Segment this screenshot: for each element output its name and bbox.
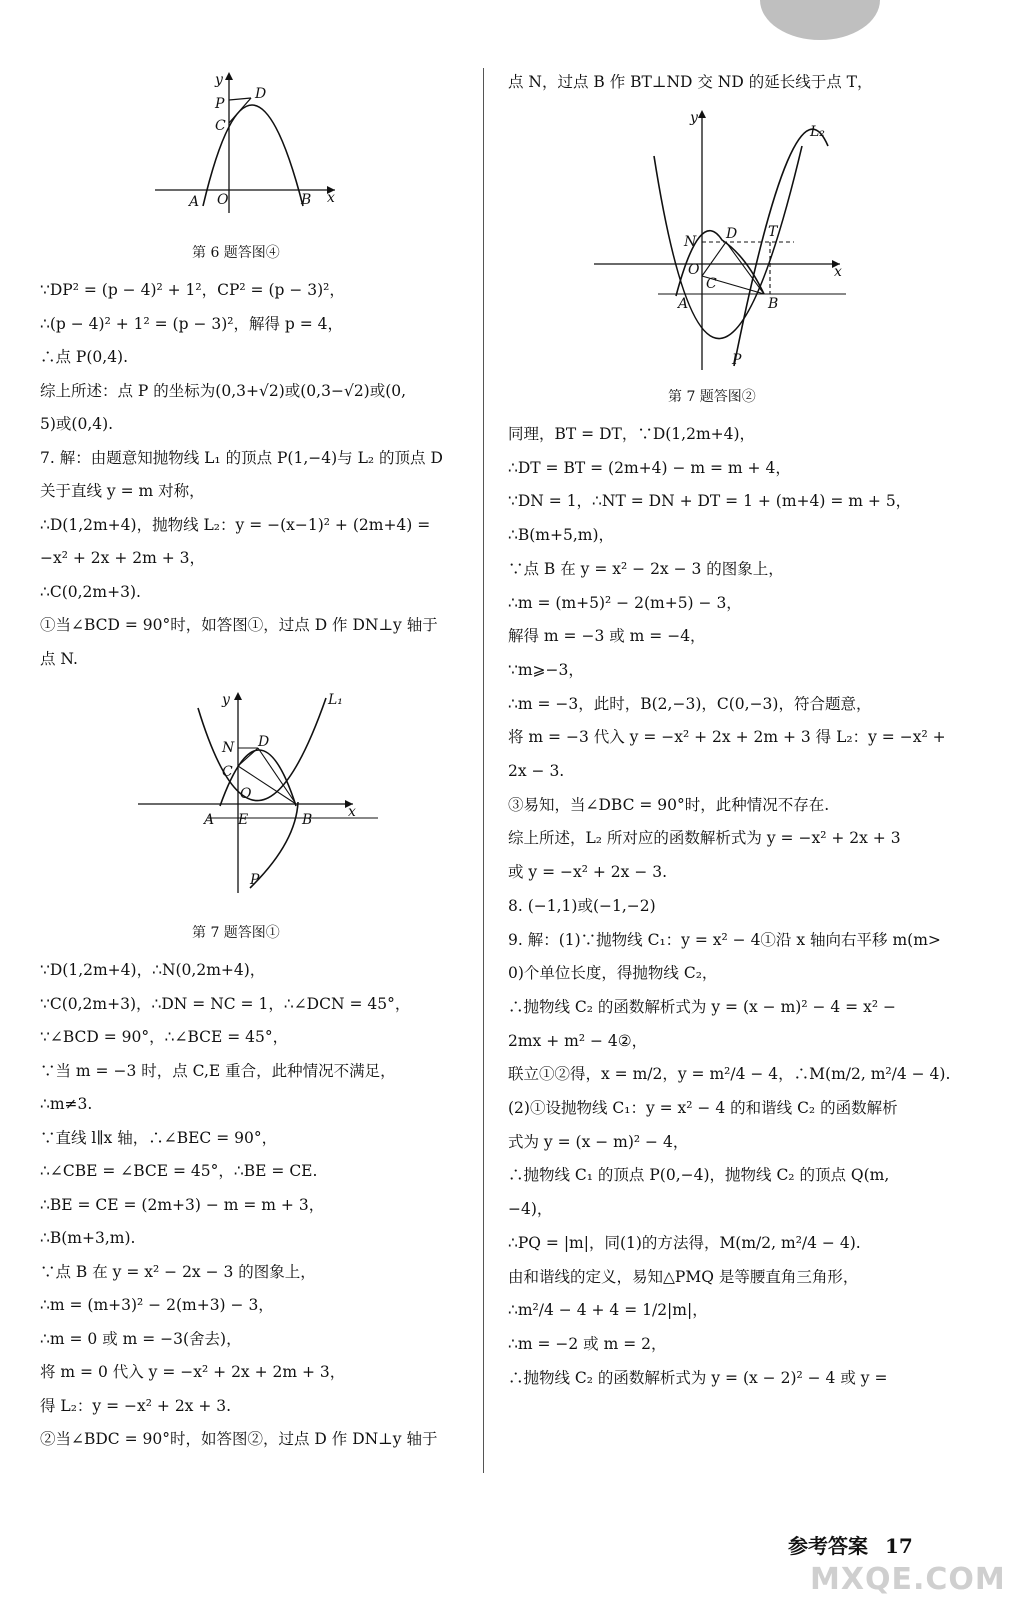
text-line: ∴抛物线 C₂ 的函数解析式为 y = (x − m)² − 4 = x² − <box>508 997 896 1016</box>
fig6-label-B: B <box>301 192 312 208</box>
text-line: 点 N. <box>40 649 78 668</box>
fig7a-label-L1: L₁ <box>328 692 343 708</box>
text-line: ∴m≠3. <box>40 1095 93 1113</box>
text-line: 5)或(0,4). <box>40 415 114 433</box>
fig6-label-C: C <box>215 118 226 134</box>
text-line: −x² + 2x + 2m + 3， <box>40 549 205 567</box>
text-line: ∴m = −2 或 m = 2， <box>508 1334 667 1353</box>
fig7a-label-A: A <box>204 812 215 828</box>
text-line: ∵C(0,2m+3)，∴DN = NC = 1，∴∠DCN = 45°， <box>40 994 411 1013</box>
watermark: MXQE.COM <box>810 1562 1006 1597</box>
text-line: 2x − 3. <box>508 762 565 780</box>
text-line: ∴抛物线 C₂ 的函数解析式为 y = (x − 2)² − 4 或 y = <box>508 1368 888 1387</box>
text-line: 点 N，过点 B 作 BT⊥ND 交 ND 的延长线于点 T， <box>508 73 873 91</box>
text-line: ∴m = (m+5)² − 2(m+5) − 3， <box>508 593 742 612</box>
text-line: ∴DT = BT = (2m+4) − m = m + 4， <box>508 458 791 477</box>
fig7a-label-E: E <box>238 812 249 828</box>
fig7b-label-A: A <box>678 296 689 312</box>
fig7b-label-N: N <box>684 234 697 250</box>
fig7a-label-N: N <box>222 740 235 756</box>
fig7a-label-D: D <box>258 734 270 750</box>
fig7b-caption: 第 7 题答图② <box>668 389 756 405</box>
text-line: 式为 y = (x − m)² − 4， <box>508 1132 689 1151</box>
text-line: 由和谐线的定义，易知△PMQ 是等腰直角三角形， <box>508 1267 859 1286</box>
text-line: ∴D(1,2m+4)，抛物线 L₂：y = −(x−1)² + (2m+4) = <box>40 515 431 534</box>
text-line: 9. 解：(1)∵抛物线 C₁：y = x² − 4①沿 x 轴向右平移 m(m> <box>508 930 941 949</box>
text-line: ∵m⩾−3， <box>508 660 584 679</box>
fig7a-label-O: O <box>240 786 252 802</box>
column-divider <box>483 68 484 1473</box>
figure-7-1-diagram <box>138 688 398 898</box>
text-line: 综上所述：点 P 的坐标为(0,3+√2)或(0,3−√2)或(0, <box>40 381 407 400</box>
fig7a-label-x: x <box>348 804 356 820</box>
text-line: ②当∠BDC = 90°时，如答图②，过点 D 作 DN⊥y 轴于 <box>40 1430 438 1448</box>
fig6-label-A: A <box>189 194 200 210</box>
fig6-label-O: O <box>217 192 229 208</box>
text-line: ∵点 B 在 y = x² − 2x − 3 的图象上， <box>508 559 784 578</box>
text-line: 联立①②得，x = m/2，y = m²/4 − 4，∴M(m/2, m²/4 − 4). <box>508 1065 951 1084</box>
text-line: 8. (−1,1)或(−1,−2) <box>508 896 656 915</box>
text-line: ∴m = −3，此时，B(2,−3)，C(0,−3)，符合题意， <box>508 694 872 713</box>
fig7b-label-L2: L₂ <box>810 124 825 140</box>
fig6-label-D: D <box>255 86 267 102</box>
text-line: 解得 m = −3 或 m = −4， <box>508 627 706 646</box>
text-line: 关于直线 y = m 对称， <box>40 482 205 500</box>
text-line: ①当∠BCD = 90°时，如答图①，过点 D 作 DN⊥y 轴于 <box>40 616 438 634</box>
text-line: −4)， <box>508 1200 553 1219</box>
text-line: ∴m = 0 或 m = −3(舍去)， <box>40 1329 242 1348</box>
text-line: 得 L₂：y = −x² + 2x + 3. <box>40 1396 232 1415</box>
text-line: ∴B(m+3,m). <box>40 1229 136 1247</box>
fig6-caption: 第 6 题答图④ <box>192 245 280 261</box>
text-line: 同理，BT = DT，∵D(1,2m+4)， <box>508 425 756 443</box>
text-line: ∴∠CBE = ∠BCE = 45°，∴BE = CE. <box>40 1162 318 1180</box>
text-line: ∴m = (m+3)² − 2(m+3) − 3， <box>40 1296 274 1314</box>
text-line: 2mx + m² − 4②， <box>508 1031 648 1050</box>
text-line: ∴PQ = |m|，同(1)的方法得，M(m/2, m²/4 − 4). <box>508 1233 861 1252</box>
fig6-label-y: y <box>215 72 223 88</box>
text-line: 将 m = −3 代入 y = −x² + 2x + 2m + 3 得 L₂：y = −x² + <box>508 728 946 747</box>
text-line: ∵DP² = (p − 4)² + 1²，CP² = (p − 3)²， <box>40 281 345 299</box>
text-line: 将 m = 0 代入 y = −x² + 2x + 2m + 3， <box>40 1363 346 1381</box>
fig6-label-x: x <box>327 190 335 206</box>
fig7b-label-P: P <box>732 352 742 368</box>
text-line: 或 y = −x² + 2x − 3. <box>508 863 668 882</box>
fig7a-caption: 第 7 题答图① <box>192 925 280 941</box>
text-line: ∴BE = CE = (2m+3) − m = m + 3， <box>40 1195 325 1214</box>
text-line: 7. 解：由题意知抛物线 L₁ 的顶点 P(1,−4)与 L₂ 的顶点 D <box>40 448 443 467</box>
text-line: ∵当 m = −3 时，点 C,E 重合，此种情况不满足， <box>40 1061 396 1080</box>
text-line: ∵直线 l∥x 轴，∴∠BEC = 90°， <box>40 1128 278 1147</box>
fig7a-label-y: y <box>222 692 230 708</box>
page-number: 17 <box>884 1534 913 1558</box>
text-line: 综上所述，L₂ 所对应的函数解析式为 y = −x² + 2x + 3 <box>508 829 901 848</box>
text-line: ∵∠BCD = 90°，∴∠BCE = 45°， <box>40 1028 289 1046</box>
header-decoration <box>760 0 880 40</box>
text-line: (2)①设抛物线 C₁：y = x² − 4 的和谐线 C₂ 的函数解析 <box>508 1099 898 1117</box>
text-line: ∴抛物线 C₁ 的顶点 P(0,−4)，抛物线 C₂ 的顶点 Q(m, <box>508 1166 890 1185</box>
fig7a-label-P: P <box>250 872 260 888</box>
fig7b-label-B: B <box>768 296 779 312</box>
fig7a-label-B: B <box>302 812 313 828</box>
text-line: ∴m²/4 − 4 + 4 = 1/2|m|， <box>508 1301 708 1320</box>
text-line: ∵DN = 1，∴NT = DN + DT = 1 + (m+4) = m + 5， <box>508 492 912 511</box>
fig6-label-P: P <box>215 96 225 112</box>
page-footer <box>788 1530 913 1559</box>
fig7b-label-y: y <box>690 110 698 126</box>
fig7b-label-O: O <box>688 262 700 278</box>
fig7b-label-C: C <box>706 276 717 292</box>
text-line: ③易知，当∠DBC = 90°时，此种情况不存在. <box>508 795 830 814</box>
text-line: ∴(p − 4)² + 1² = (p − 3)²，解得 p = 4， <box>40 314 344 333</box>
text-line: ∴C(0,2m+3). <box>40 582 141 601</box>
text-line: ∴点 P(0,4). <box>40 348 129 366</box>
text-line: ∵点 B 在 y = x² − 2x − 3 的图象上， <box>40 1262 316 1281</box>
text-line: ∴B(m+5,m)， <box>508 526 615 545</box>
fig7b-label-D: D <box>726 226 738 242</box>
footer-title: 参考答案 <box>788 1534 868 1558</box>
figure-7-2-diagram <box>594 106 856 376</box>
fig7b-label-x: x <box>834 264 842 280</box>
text-line: 0)个单位长度，得抛物线 C₂， <box>508 964 718 983</box>
fig7a-label-C: C <box>222 764 233 780</box>
text-line: ∵D(1,2m+4)，∴N(0,2m+4)， <box>40 961 266 979</box>
figure-6-diagram <box>155 68 365 218</box>
fig7b-label-T: T <box>768 224 778 240</box>
